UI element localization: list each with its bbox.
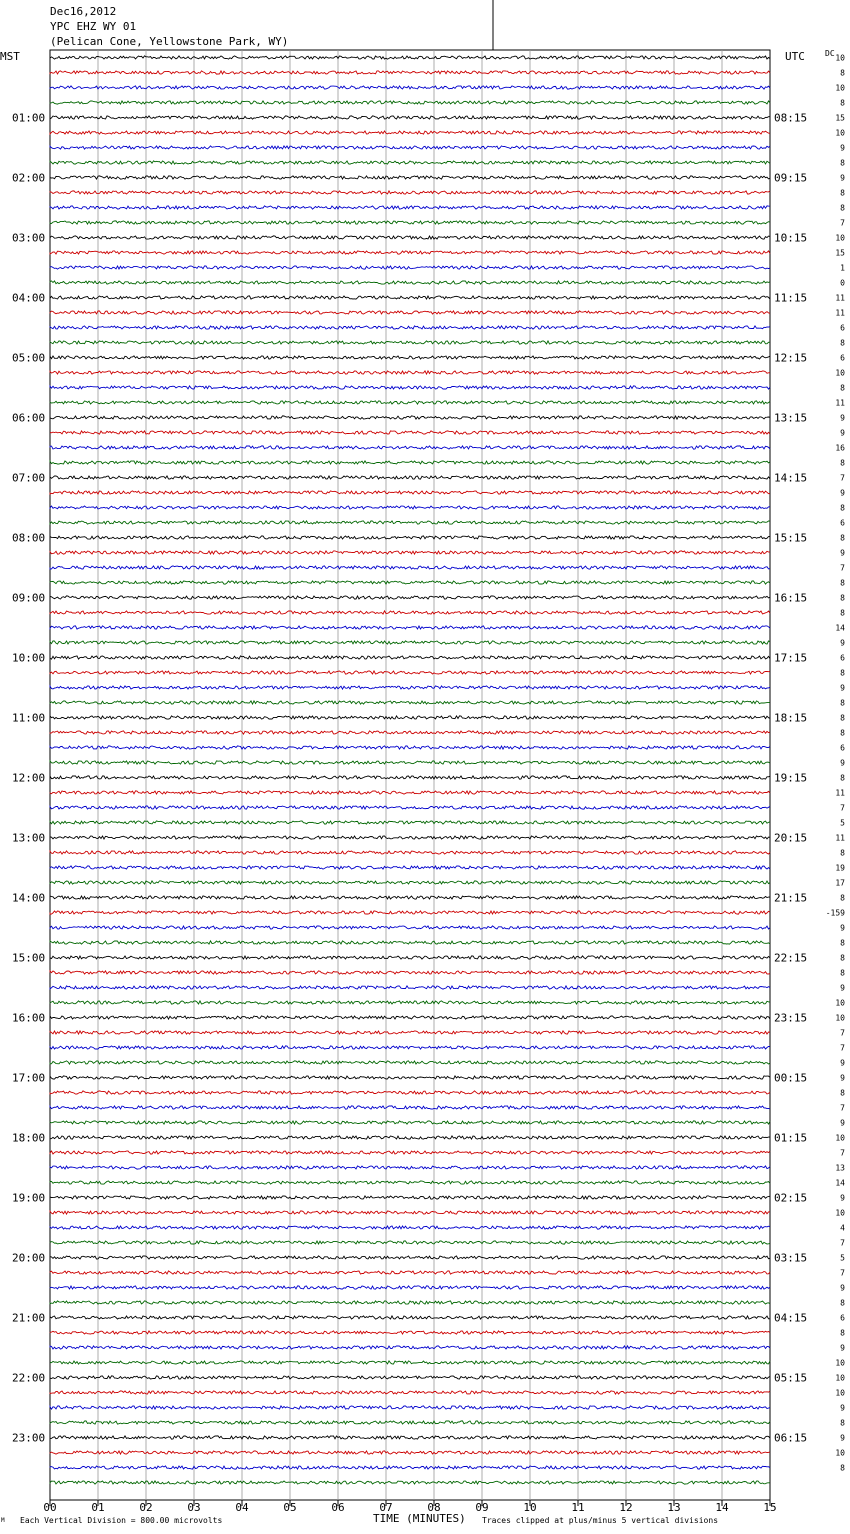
seismic-trace	[50, 356, 770, 359]
scale-note: Each Vertical Division = 800.00 microvolts	[20, 1516, 223, 1525]
seismic-trace	[50, 251, 770, 254]
trace-dc-value: 8	[840, 578, 845, 588]
seismic-trace	[50, 881, 770, 884]
trace-dc-value: 7	[840, 1238, 845, 1248]
right-hour-label: 09:15	[774, 171, 808, 185]
right-hour-label: 18:15	[774, 711, 808, 725]
x-tick-label: 08	[427, 1501, 441, 1514]
seismic-trace	[50, 1376, 770, 1379]
trace-dc-value: 11	[835, 398, 845, 408]
left-hour-label: 17:00	[12, 1071, 46, 1085]
trace-dc-value: 10	[835, 1208, 845, 1218]
trace-dc-value: 6	[840, 653, 845, 663]
corner-mark: M	[1, 1517, 5, 1524]
plot-frame	[50, 50, 770, 1500]
trace-dc-value: 10	[835, 1358, 845, 1368]
right-hour-label: 23:15	[774, 1011, 808, 1025]
left-hour-label: 21:00	[12, 1311, 46, 1325]
left-hour-label: 01:00	[12, 111, 46, 125]
trace-dc-value: 5	[840, 818, 845, 828]
seismic-trace	[50, 71, 770, 74]
trace-dc-value: 7	[840, 1268, 845, 1278]
right-hour-label: 02:15	[774, 1191, 808, 1205]
right-hour-label: 10:15	[774, 231, 808, 245]
x-tick-label: 00	[43, 1501, 57, 1514]
trace-dc-value: 19	[835, 863, 845, 873]
trace-dc-value: 15	[835, 248, 845, 258]
right-hour-label: 22:15	[774, 951, 808, 965]
left-hour-label: 23:00	[12, 1431, 46, 1445]
trace-dc-value: 8	[840, 1463, 845, 1473]
trace-dc-value: 8	[840, 593, 845, 603]
seismic-trace	[50, 821, 770, 824]
left-hour-label: 08:00	[12, 531, 46, 545]
seismic-trace	[50, 956, 770, 959]
seismic-trace	[50, 1241, 770, 1244]
seismic-trace	[50, 716, 770, 719]
trace-dc-value: 8	[840, 968, 845, 978]
seismic-trace	[50, 416, 770, 419]
x-tick-label: 02	[139, 1501, 153, 1514]
trace-dc-value: 9	[840, 1403, 845, 1413]
trace-dc-value: 10	[835, 53, 845, 63]
x-axis-label: TIME (MINUTES)	[373, 1512, 466, 1525]
left-hour-label: 16:00	[12, 1011, 46, 1025]
seismic-trace	[50, 341, 770, 344]
trace-dc-value: 15	[835, 113, 845, 123]
trace-dc-value: 8	[840, 773, 845, 783]
x-tick-label: 05	[283, 1501, 297, 1514]
trace-dc-value: 8	[840, 668, 845, 678]
left-hour-label: 02:00	[12, 171, 46, 185]
seismic-trace	[50, 1076, 770, 1079]
left-timezone-label: MST	[0, 50, 20, 63]
seismic-trace	[50, 626, 770, 629]
left-hour-label: 05:00	[12, 351, 46, 365]
trace-dc-value: 9	[840, 413, 845, 423]
trace-dc-value: 9	[840, 143, 845, 153]
trace-dc-value: 9	[840, 758, 845, 768]
trace-dc-value: 10	[835, 1448, 845, 1458]
trace-dc-value: 8	[840, 1328, 845, 1338]
seismic-trace	[50, 431, 770, 434]
x-tick-label: 15	[763, 1501, 777, 1514]
trace-dc-value: 8	[840, 503, 845, 513]
trace-dc-value: 10	[835, 83, 845, 93]
x-tick-label: 12	[619, 1501, 633, 1514]
trace-dc-value: 14	[835, 623, 845, 633]
trace-dc-value: 8	[840, 68, 845, 78]
right-hour-label: 08:15	[774, 111, 808, 125]
seismic-trace	[50, 236, 770, 239]
trace-dc-value: 8	[840, 158, 845, 168]
trace-dc-value: 8	[840, 893, 845, 903]
left-hour-label: 18:00	[12, 1131, 46, 1145]
dc-label: DC	[825, 49, 835, 58]
trace-dc-value: 8	[840, 608, 845, 618]
right-hour-label: 00:15	[774, 1071, 808, 1085]
seismic-trace	[50, 761, 770, 764]
trace-dc-value: 6	[840, 743, 845, 753]
trace-dc-value: 9	[840, 1343, 845, 1353]
x-tick-label: 07	[379, 1501, 393, 1514]
seismic-trace	[50, 1256, 770, 1259]
left-hour-label: 06:00	[12, 411, 46, 425]
seismic-trace	[50, 1421, 770, 1424]
trace-dc-value: 9	[840, 1118, 845, 1128]
trace-dc-value: 9	[840, 1283, 845, 1293]
seismic-trace	[50, 1046, 770, 1049]
seismic-trace	[50, 776, 770, 779]
seismic-trace	[50, 1151, 770, 1154]
x-tick-label: 10	[523, 1501, 537, 1514]
seismic-trace	[50, 836, 770, 839]
seismic-trace	[50, 686, 770, 689]
trace-dc-value: 6	[840, 1313, 845, 1323]
trace-dc-value: 8	[840, 698, 845, 708]
trace-dc-value: 9	[840, 428, 845, 438]
seismic-trace	[50, 401, 770, 404]
trace-dc-value: 7	[840, 1103, 845, 1113]
right-hour-label: 13:15	[774, 411, 808, 425]
trace-dc-value: 8	[840, 713, 845, 723]
left-hour-label: 04:00	[12, 291, 46, 305]
trace-dc-value: 7	[840, 473, 845, 483]
seismic-trace	[50, 176, 770, 179]
trace-dc-value: 16	[835, 443, 845, 453]
trace-dc-value: 0	[840, 278, 845, 288]
seismic-trace	[50, 551, 770, 554]
left-hour-label: 15:00	[12, 951, 46, 965]
left-hour-label: 12:00	[12, 771, 46, 785]
left-hour-label: 22:00	[12, 1371, 46, 1385]
seismic-trace	[50, 101, 770, 104]
left-hour-label: 07:00	[12, 471, 46, 485]
seismic-trace	[50, 671, 770, 674]
right-hour-label: 03:15	[774, 1251, 808, 1265]
right-hour-label: 15:15	[774, 531, 808, 545]
right-hour-label: 12:15	[774, 351, 808, 365]
trace-dc-value: 9	[840, 638, 845, 648]
seismic-trace	[50, 1031, 770, 1034]
seismic-trace	[50, 86, 770, 89]
trace-dc-value: 10	[835, 1133, 845, 1143]
trace-dc-value: 8	[840, 188, 845, 198]
right-hour-label: 14:15	[774, 471, 808, 485]
x-tick-label: 09	[475, 1501, 489, 1514]
seismic-trace	[50, 656, 770, 659]
seismic-trace	[50, 1346, 770, 1349]
seismic-trace	[50, 1016, 770, 1019]
x-tick-label: 11	[571, 1501, 585, 1514]
right-hour-label: 16:15	[774, 591, 808, 605]
seismic-trace	[50, 146, 770, 149]
trace-dc-value: 9	[840, 548, 845, 558]
seismic-trace	[50, 1466, 770, 1469]
trace-dc-value: 14	[835, 1178, 845, 1188]
seismic-trace	[50, 731, 770, 734]
right-hour-label: 17:15	[774, 651, 808, 665]
left-hour-label: 10:00	[12, 651, 46, 665]
seismic-trace	[50, 1451, 770, 1454]
trace-dc-value: 10	[835, 1013, 845, 1023]
seismic-trace	[50, 206, 770, 209]
trace-dc-value: 9	[840, 488, 845, 498]
seismic-trace	[50, 1226, 770, 1229]
trace-dc-value: -159	[825, 908, 845, 918]
trace-dc-value: 11	[835, 788, 845, 798]
seismic-trace	[50, 1481, 770, 1484]
seismic-trace	[50, 1091, 770, 1094]
trace-dc-value: 7	[840, 1043, 845, 1053]
seismic-trace	[50, 161, 770, 164]
seismic-trace	[50, 311, 770, 314]
trace-dc-value: 9	[840, 1058, 845, 1068]
seismic-trace	[50, 1331, 770, 1334]
seismic-trace	[50, 371, 770, 374]
trace-dc-value: 10	[835, 233, 845, 243]
left-hour-label: 19:00	[12, 1191, 46, 1205]
seismic-trace	[50, 1121, 770, 1124]
seismic-trace	[50, 461, 770, 464]
seismic-trace	[50, 851, 770, 854]
trace-dc-value: 10	[835, 128, 845, 138]
seismic-trace	[50, 191, 770, 194]
seismic-trace	[50, 476, 770, 479]
seismic-trace	[50, 1181, 770, 1184]
seismic-trace	[50, 1301, 770, 1304]
trace-dc-value: 6	[840, 323, 845, 333]
trace-dc-value: 9	[840, 1073, 845, 1083]
seismic-trace	[50, 521, 770, 524]
seismic-trace	[50, 536, 770, 539]
seismic-trace	[50, 1166, 770, 1169]
seismic-trace	[50, 1316, 770, 1319]
right-timezone-label: UTC	[785, 50, 805, 63]
seismic-trace	[50, 596, 770, 599]
trace-dc-value: 8	[840, 938, 845, 948]
seismic-trace	[50, 1196, 770, 1199]
seismic-trace	[50, 1106, 770, 1109]
trace-dc-value: 8	[840, 1298, 845, 1308]
trace-dc-value: 8	[840, 953, 845, 963]
seismic-trace	[50, 491, 770, 494]
header-date: Dec16,2012	[50, 5, 117, 18]
left-hour-label: 09:00	[12, 591, 46, 605]
header-station: YPC EHZ WY 01	[50, 20, 137, 33]
seismic-trace	[50, 986, 770, 989]
seismic-trace	[50, 296, 770, 299]
trace-dc-value: 8	[840, 1088, 845, 1098]
trace-dc-value: 9	[840, 683, 845, 693]
seismic-trace	[50, 971, 770, 974]
trace-dc-value: 10	[835, 1373, 845, 1383]
clip-note: Traces clipped at plus/minus 5 vertical divisions	[482, 1516, 719, 1525]
trace-dc-value: 8	[840, 338, 845, 348]
trace-dc-value: 10	[835, 368, 845, 378]
right-hour-label: 05:15	[774, 1371, 808, 1385]
seismic-trace	[50, 866, 770, 869]
trace-dc-value: 8	[840, 1418, 845, 1428]
seismic-trace	[50, 701, 770, 704]
left-hour-label: 14:00	[12, 891, 46, 905]
trace-dc-value: 8	[840, 848, 845, 858]
trace-dc-value: 6	[840, 518, 845, 528]
seismic-trace	[50, 911, 770, 914]
seismic-trace	[50, 1211, 770, 1214]
trace-dc-value: 9	[840, 983, 845, 993]
seismic-trace	[50, 791, 770, 794]
seismic-trace	[50, 1286, 770, 1289]
trace-dc-value: 6	[840, 353, 845, 363]
seismic-trace	[50, 506, 770, 509]
seismic-trace	[50, 1406, 770, 1409]
x-tick-label: 04	[235, 1501, 249, 1514]
seismic-trace	[50, 1361, 770, 1364]
trace-dc-value: 7	[840, 563, 845, 573]
trace-dc-value: 8	[840, 383, 845, 393]
seismic-trace	[50, 1436, 770, 1439]
right-hour-label: 04:15	[774, 1311, 808, 1325]
seismic-trace	[50, 1271, 770, 1274]
seismic-trace	[50, 896, 770, 899]
trace-dc-value: 4	[840, 1223, 845, 1233]
seismic-trace	[50, 746, 770, 749]
seismic-trace	[50, 611, 770, 614]
trace-dc-value: 8	[840, 98, 845, 108]
trace-dc-value: 7	[840, 1028, 845, 1038]
trace-dc-value: 8	[840, 533, 845, 543]
trace-dc-value: 9	[840, 1433, 845, 1443]
trace-dc-value: 8	[840, 458, 845, 468]
seismic-trace	[50, 806, 770, 809]
left-hour-label: 03:00	[12, 231, 46, 245]
trace-dc-value: 10	[835, 998, 845, 1008]
seismic-trace	[50, 641, 770, 644]
x-tick-label: 13	[667, 1501, 681, 1514]
right-hour-label: 01:15	[774, 1131, 808, 1145]
trace-dc-value: 7	[840, 1148, 845, 1158]
x-tick-label: 06	[331, 1501, 345, 1514]
header-location: (Pelican Cone, Yellowstone Park, WY)	[50, 35, 289, 48]
seismic-trace	[50, 1391, 770, 1394]
trace-dc-value: 9	[840, 923, 845, 933]
x-tick-label: 14	[715, 1501, 729, 1514]
trace-dc-value: 11	[835, 293, 845, 303]
seismic-trace	[50, 1136, 770, 1139]
seismic-trace	[50, 446, 770, 449]
right-hour-label: 06:15	[774, 1431, 808, 1445]
seismic-trace	[50, 131, 770, 134]
seismic-trace	[50, 581, 770, 584]
left-hour-label: 20:00	[12, 1251, 46, 1265]
left-hour-label: 13:00	[12, 831, 46, 845]
seismic-trace	[50, 566, 770, 569]
right-hour-label: 11:15	[774, 291, 808, 305]
trace-dc-value: 7	[840, 218, 845, 228]
trace-dc-value: 13	[835, 1163, 845, 1173]
seismic-trace	[50, 386, 770, 389]
seismic-trace	[50, 281, 770, 284]
trace-dc-value: 17	[835, 878, 845, 888]
trace-dc-value: 11	[835, 308, 845, 318]
x-tick-label: 03	[187, 1501, 201, 1514]
trace-dc-value: 9	[840, 1193, 845, 1203]
trace-dc-value: 10	[835, 1388, 845, 1398]
left-hour-label: 11:00	[12, 711, 46, 725]
seismic-trace	[50, 266, 770, 269]
trace-dc-value: 8	[840, 203, 845, 213]
seismic-trace	[50, 221, 770, 224]
trace-dc-value: 8	[840, 728, 845, 738]
seismic-trace	[50, 56, 770, 59]
x-tick-label: 01	[91, 1501, 105, 1514]
trace-dc-value: 5	[840, 1253, 845, 1263]
trace-dc-value: 1	[840, 263, 845, 273]
seismic-trace	[50, 941, 770, 944]
seismic-trace	[50, 326, 770, 329]
trace-dc-value: 9	[840, 173, 845, 183]
seismic-trace	[50, 1001, 770, 1004]
right-hour-label: 19:15	[774, 771, 808, 785]
seismic-trace	[50, 116, 770, 119]
right-hour-label: 20:15	[774, 831, 808, 845]
trace-dc-value: 7	[840, 803, 845, 813]
right-hour-label: 21:15	[774, 891, 808, 905]
seismic-trace	[50, 926, 770, 929]
seismic-trace	[50, 1061, 770, 1064]
trace-dc-value: 11	[835, 833, 845, 843]
